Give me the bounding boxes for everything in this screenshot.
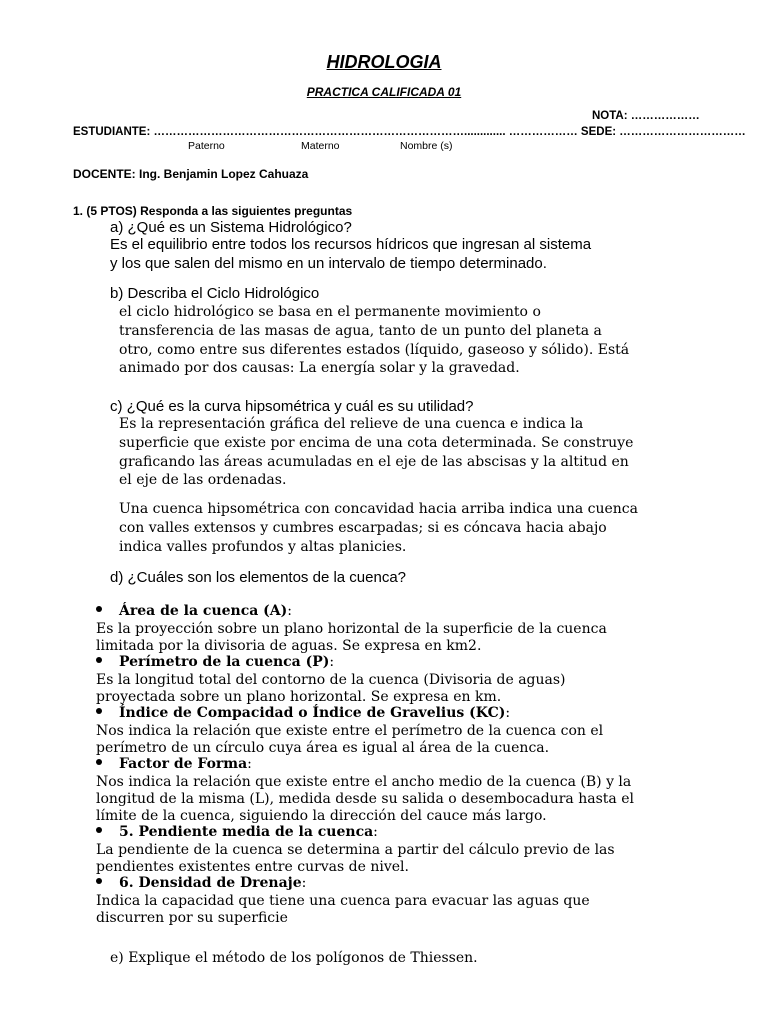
list-item: Perímetro de la cuenca (P): <box>96 654 634 671</box>
list-item: 5. Pendiente media de la cuenca: <box>96 824 634 841</box>
bullet-icon <box>96 759 102 765</box>
question-heading: 1. (5 PTOS) Responda a las siguientes preguntas <box>73 204 353 218</box>
list-item: Área de la cuenca (A): <box>96 603 634 620</box>
document-title: HIDROLOGIA <box>326 52 442 72</box>
grade-field: NOTA: ……………… <box>592 110 700 122</box>
exam-subtitle: PRACTICA CALIFICADA 01 <box>306 85 462 99</box>
answer-c-part2: Una cuenca hipsométrica con concavidad hacia arriba indica una cuenca con valles extensos y cumbres escarpadas; si es cóncava hacia abajo indica valles profundos y altas planicies. <box>119 501 638 555</box>
list-item: Factor de Forma: <box>96 756 634 773</box>
list-item: 6. Densidad de Drenaje: <box>96 875 634 892</box>
teacher-field: DOCENTE: Ing. Benjamin Lopez Cahuaza <box>73 167 309 181</box>
question-b: b) Describa el Ciclo Hidrológico <box>110 285 320 302</box>
question-c: c) ¿Qué es la curva hipsométrica y cuál es su utilidad? <box>110 398 474 415</box>
list-item: Índice de Compacidad o Índice de Gravelius (KC): <box>96 705 634 722</box>
question-a: a) ¿Qué es un Sistema Hidrológico? <box>110 219 352 236</box>
label-nombre: Nombre (s) <box>400 140 453 152</box>
label-materno: Materno <box>301 140 340 152</box>
bullet-icon <box>96 878 102 884</box>
question-e: e) Explique el método de los polígonos de Thiessen. <box>110 950 478 966</box>
bullet-icon <box>96 606 102 612</box>
elements-list: Área de la cuenca (A): Es la proyección sobre un plano horizontal de la superficie de la cuenca limitada por la divisoria de aguas. Se expresa en km2. Perímetro de la cuenca (P): Es la longitud total del contorno de la cuenca (Divisoria de aguas) proyectada sobre un plano horizontal. Se expresa en km. Índice de Compacidad o Índice de Gravelius (KC): Nos indica la relación que existe entre el perímetro de la cuenca con el perímetro de un círculo cuya área es igual al área de la cuenca. Factor de Forma: Nos indica la relación que existe entre el ancho medio de la cuenca (B) y la longitud de la misma (L), medida desde su salida o desembocadura hasta el límite de la cuenca, siguiendo la dirección del cauce más largo. 5. Pendiente media de la cuenca: La pendiente de la cuenca se determina a partir del cálculo previo de las pendientes existentes entre curvas de nivel. 6. Densidad de Drenaje: Indica la capacidad que tiene una cuenca para evacuar las aguas que discurren por su superficie <box>96 603 634 926</box>
bullet-icon <box>96 827 102 833</box>
label-paterno: Paterno <box>188 140 225 152</box>
answer-b: el ciclo hidrológico se basa en el permanente movimiento o transferencia de las masas de agua, tanto de un punto del planeta a otro, como entre sus diferentes estados (líquido, gaseoso y sólido). Está animado por dos causas: La energía solar y la gravedad. <box>119 304 630 377</box>
bullet-icon <box>96 708 102 714</box>
student-field: ESTUDIANTE: ………………………………………………………………………............. ……………… SEDE: …………………………… <box>73 126 746 138</box>
bullet-icon <box>96 657 102 663</box>
question-d: d) ¿Cuáles son los elementos de la cuenca? <box>110 569 407 586</box>
answer-c-part1: Es la representación gráfica del relieve de una cuenca e indica la superficie que existe por encima de una cota determinada. Se construye graficando las áreas acumuladas en el eje de las abscisas y la altitud en el eje de las ordenadas. <box>119 416 634 489</box>
answer-a: Es el equilibrio entre todos los recursos hídricos que ingresan al sistema y los que salen del mismo en un intervalo de tiempo determinado. <box>110 236 592 272</box>
